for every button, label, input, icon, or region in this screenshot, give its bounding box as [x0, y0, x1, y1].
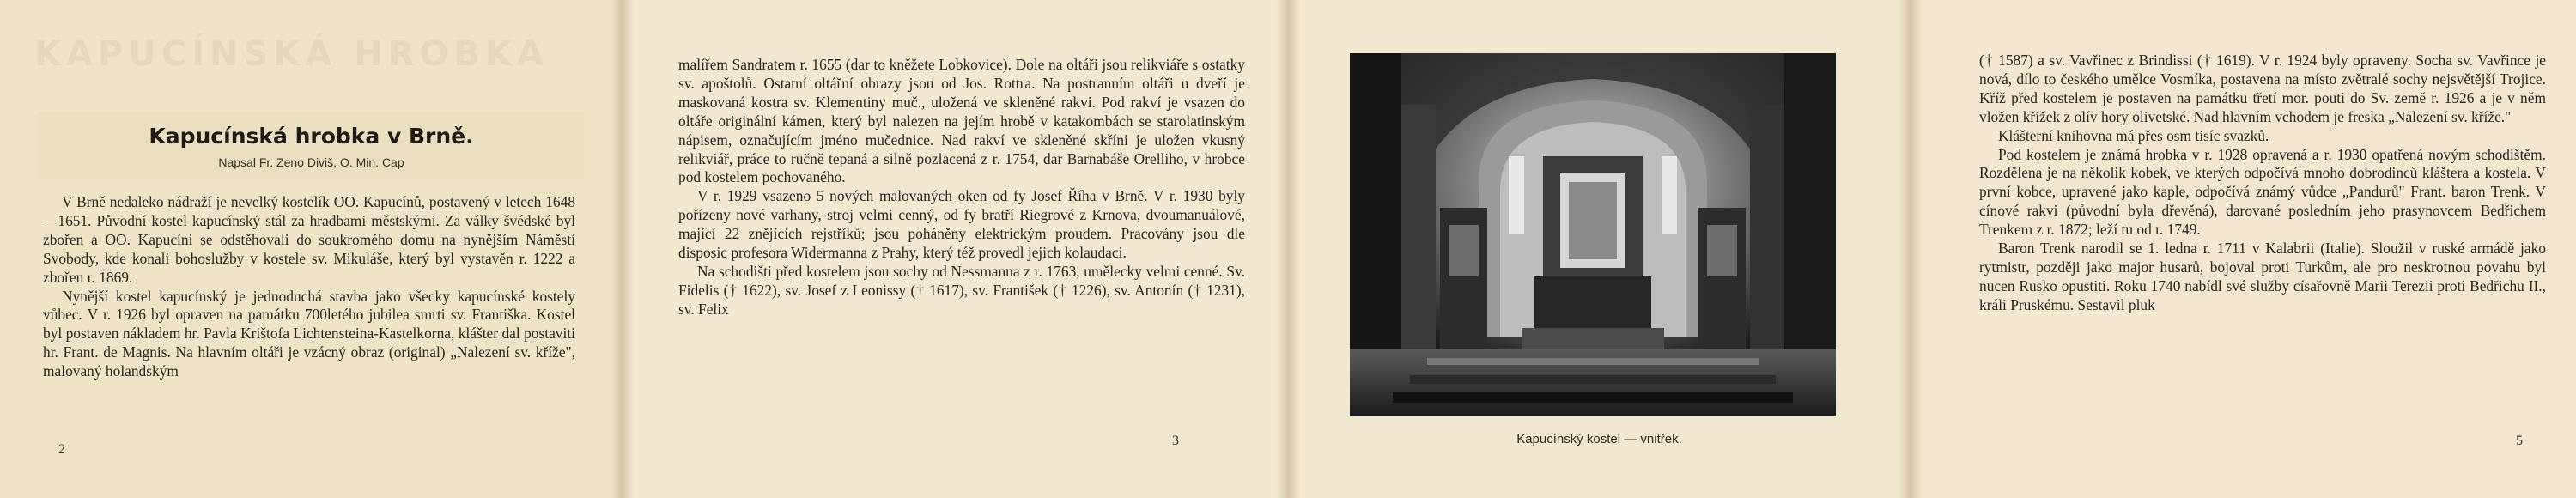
page-number: 2 — [58, 442, 65, 457]
paragraph: Nynější kostel kapucínský je jednoduchá stavba jako všecky kapucínské kostely vůbec. V r. 1926 byl opraven na památku 700letého jubilea smrti sv. Františka. Kostel byl postaven nákladem hr. Pavla Krištofa Lichtensteina-Kastelkorna, klášter dal postaviti hr. Frant. de Magnis. Na hlavním oltáři je vzácný obraz (original) „Nalezení sv. kříže", malovaný holandským — [43, 287, 575, 380]
page-fold — [1899, 0, 1911, 498]
page-5 — [1911, 0, 2576, 498]
paragraph: († 1587) a sv. Vavřinec z Brindissi († 1619). V r. 1924 byly opraveny. Socha sv. Vavřince je nová, dílo to českého umělce Vosmíka, postavena na místo zvětralé sochy nejsvětější Trojice. Kříž před kostelem je postaven na památku třetí mor. pouti do Sv. země r. 1926 a je v něm vložen křížek z olív hory olivetské. Nad hlavním vchodem je freska „Nalezení sv. kříže." — [1979, 52, 2546, 125]
body-text — [43, 193, 575, 381]
page-number: 3 — [1172, 434, 1179, 448]
title-block — [39, 112, 584, 179]
page-fold — [1911, 0, 1923, 498]
page-number: 5 — [2516, 434, 2523, 448]
paragraph: V Brně nedaleko nádraží je nevelký kostelík OO. Kapucínů, postavený v letech 1648—1651. Původní kostel kapucínský stál za hradbami městskými. Za války švédské byl zbořen a OO. Kapucíni se odstěhovali do soukromého domu na nynějším Náměstí Svobody, kde konali bohoslužby v kostele sv. Mikuláše, který byl vystavěn r. 1222 a zbořen r. 1869. — [43, 193, 575, 286]
body-text — [678, 56, 1245, 319]
paragraph: Klášterní knihovna má přes osm tisíc svazků. — [1998, 126, 2269, 144]
page-fold — [623, 0, 635, 498]
page-title: Kapucínská hrobka v Brně. — [149, 124, 474, 149]
page-4 — [1288, 0, 1911, 498]
author-line: Napsal Fr. Zeno Diviš, O. Min. Cap — [218, 155, 404, 169]
page-fold — [611, 0, 623, 498]
paragraph: Na schodišti před kostelem jsou sochy od Nessmanna z r. 1763, umělecky velmi cenné. Sv. Fidelis († 1622), sv. Josef z Leonissy († 1617), sv. František († 1226), sv. Antonín († 1231), sv. Felix — [678, 262, 1245, 318]
photo-caption: Kapucínský kostel — vnitřek. — [1516, 432, 1682, 446]
show-through-text: KAPUCÍNSKÁ HROBKA — [34, 34, 549, 74]
paragraph: malířem Sandratem r. 1655 (dar to kněžete Lobkovice). Dole na oltáři jsou relikviáře s ostatky sv. apoštolů. Ostatní oltářní obrazy jsou od Jos. Rottra. Na postranním oltáři u dveří je maskovaná kostra sv. Klementiny muč., uložená ve skleněné rakvi. Pod rakví je vsazen do oltáře originální kámen, který byl nalezen na jejím hrobě v katakombách se starolatinským nápisem, označujícím jméno mučednice. Nad rakví ve skleněné skříni je uložen vkusný relikviář, práce to ručně tepaná a silně pozlacená z r. 1754, dar Barnabáše Orelliho, v hrobce pod kostelem pochovaného. — [678, 56, 1245, 186]
paragraph: V r. 1929 vsazeno 5 nových malovaných oken od fy Josef Říha v Brně. V r. 1930 byly pořízeny nové varhany, stroj velmi cenný, od fy bratří Riegrové z Krnova, dvoumanuálové, mající 22 znějících rejstříků; jsou poháněny elektrickým proudem. Pracovány jsou dle disposic profesora Widermanna z Prahy, který též provedl jejich kolaudaci. — [678, 187, 1245, 262]
page-fold — [1276, 0, 1288, 498]
paragraph: Baron Trenk narodil se 1. ledna r. 1711 v Kalabrii (Italie). Sloužil v ruské armádě jako rytmistr, později jako major husarů, bojoval proti Turkům, ale pro neskrotnou povahu byl nucen Rusko opustiti. Roku 1740 nabídl své služby císařovně Marii Terezii proti Bedřichu II., králi Pruskému. Sestavil pluk — [1979, 240, 2546, 313]
paragraph: Pod kostelem je známá hrobka v r. 1928 opravená a r. 1930 opatřená novým schodištěm. Rozdělena je na několik kobek, ve kterých odpočívá mnoho dobrodinců kláštera a kostela. V první kobce, upravené jako kaple, odpočívá známý vůdce „Pandurů" Frant. baron Trenk. V cínové rakvi (původní byla dřevěná), darované posledním jeho prasynovcem Bedřichem Trenkem z r. 1872; leží tu od r. 1749. — [1979, 145, 2546, 239]
page-fold — [1288, 0, 1300, 498]
body-text — [1979, 52, 2546, 315]
church-interior-photo — [1350, 53, 1836, 416]
page-3 — [623, 0, 1288, 498]
page-2 — [0, 0, 623, 498]
